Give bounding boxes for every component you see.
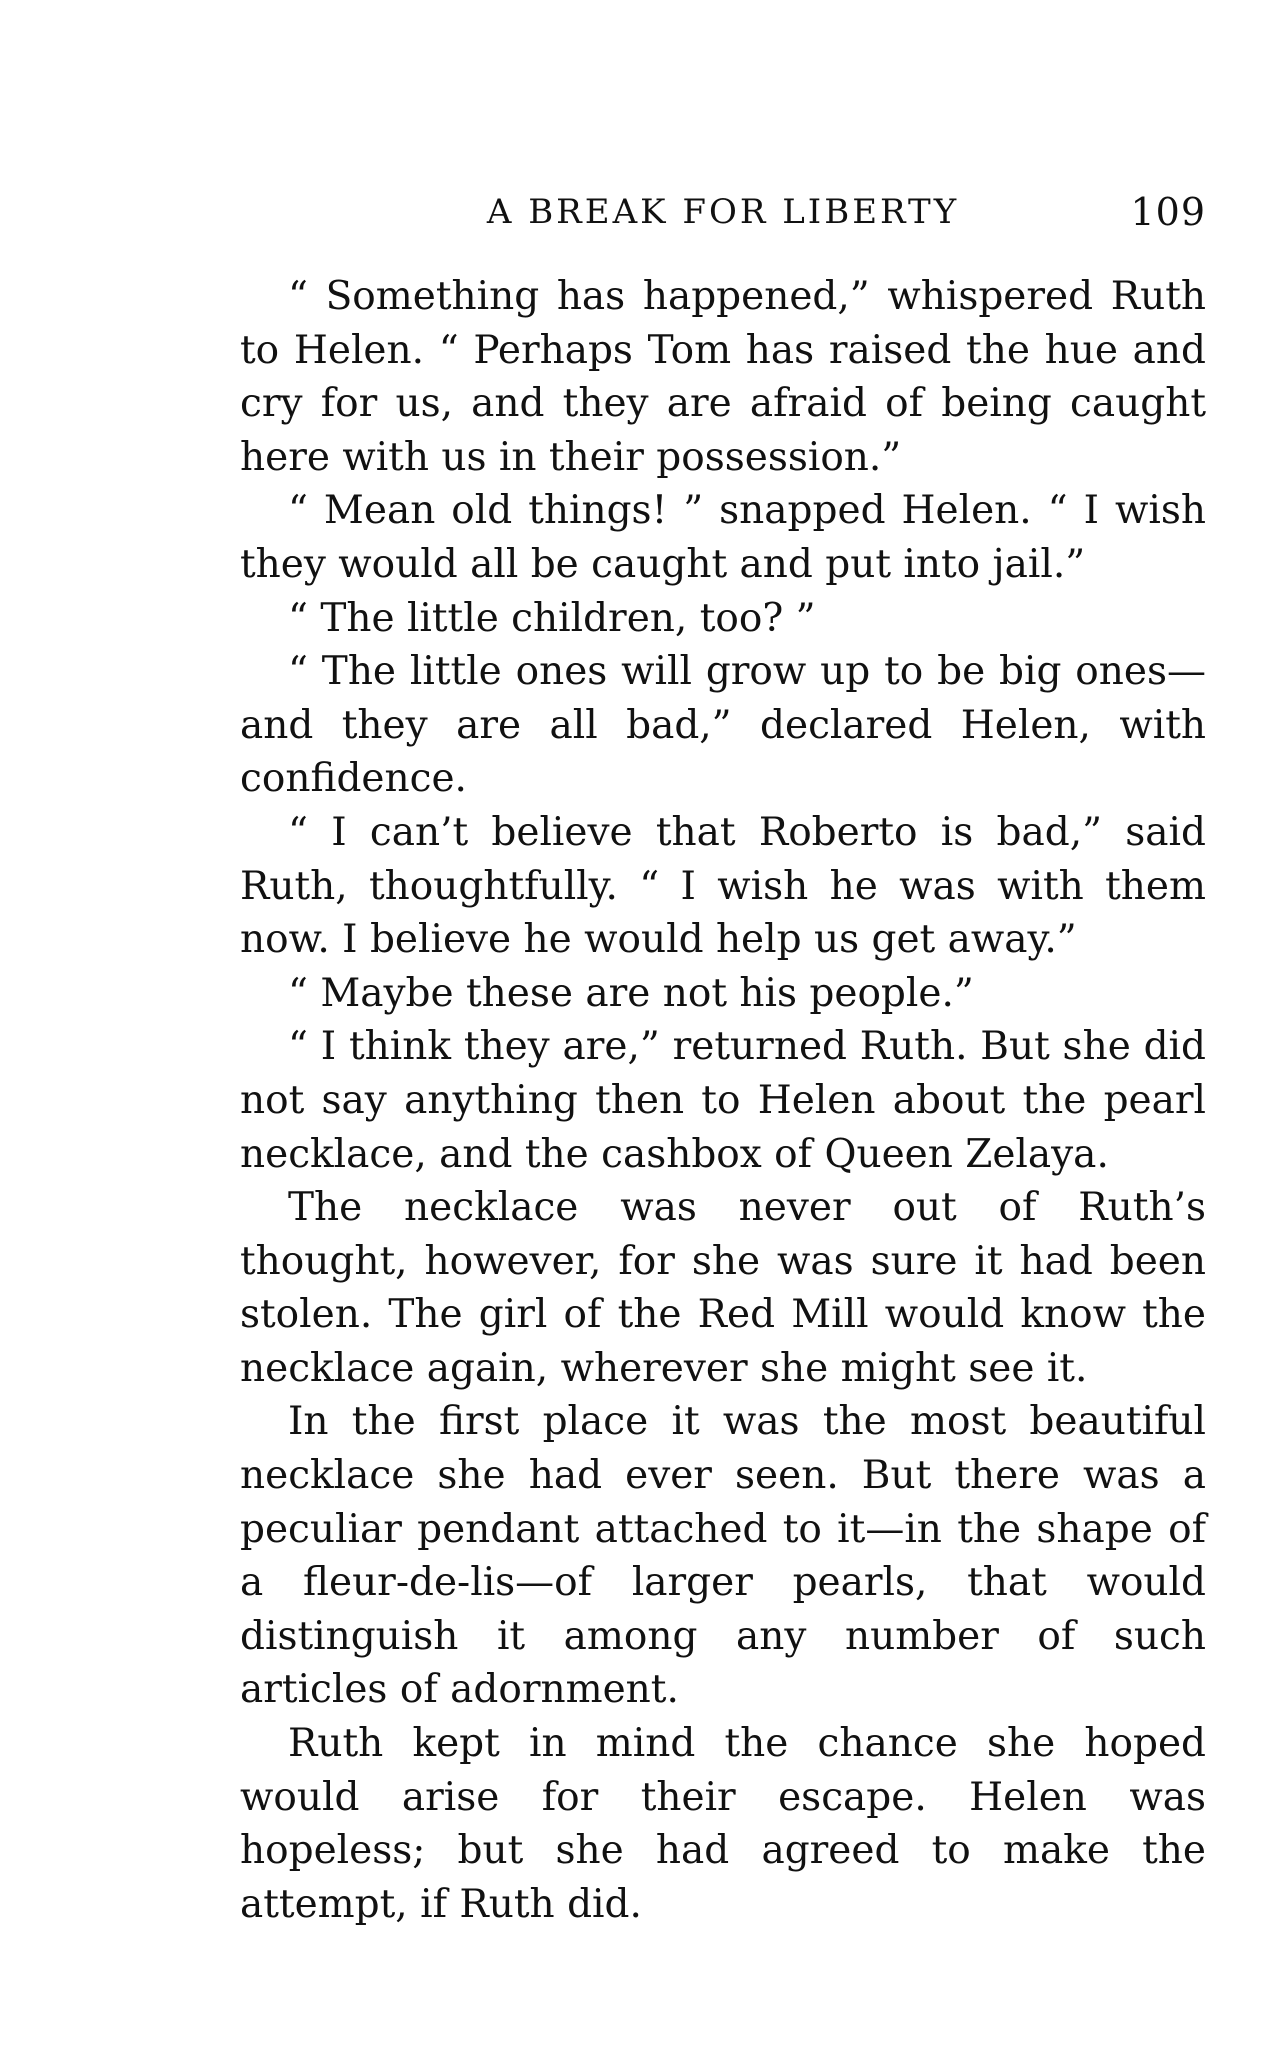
paragraph: “ Maybe these are not his people.”	[288, 970, 974, 1016]
paragraph: “ I think they are,” returned Ruth. But she did not say anything then to Helen about the pearl necklace, and the cashbox of Queen Zelaya.	[240, 1024, 1206, 1177]
paragraph: In the first place it was the most beautiful necklace she had ever seen. But there was a peculiar pendant attached to it—in the shape of a fleur-de-lis—of larger pearls, that would distinguish it among any number of such articles of adornment.	[240, 1399, 1206, 1713]
body-text	[240, 270, 1206, 1931]
running-title: A BREAK FOR LIBERTY	[486, 192, 960, 232]
running-header	[240, 186, 1206, 246]
paragraph: “ Mean old things! ” snapped Helen. “ I wish they would all be caught and put into jail.”	[240, 488, 1206, 587]
paragraph: “ The little children, too? ”	[288, 595, 816, 641]
paragraph: “ The little ones will grow up to be big ones—and they are all bad,” declared Helen, with confidence.	[240, 649, 1206, 802]
paragraph: The necklace was never out of Ruth’s thought, however, for she was sure it had been stolen. The girl of the Red Mill would know the necklace again, wherever she might see it.	[240, 1185, 1206, 1391]
page-number: 109	[1130, 190, 1206, 234]
paragraph: Ruth kept in mind the chance she hoped would arise for their escape. Helen was hopeless; but she had agreed to make the attempt, if Ruth did.	[240, 1721, 1206, 1927]
paragraph: “ Something has happened,” whispered Ruth to Helen. “ Perhaps Tom has raised the hue and cry for us, and they are afraid of being caught here with us in their possession.”	[240, 274, 1206, 480]
paragraph: “ I can’t believe that Roberto is bad,” said Ruth, thoughtfully. “ I wish he was with them now. I believe he would help us get away.”	[240, 809, 1206, 963]
